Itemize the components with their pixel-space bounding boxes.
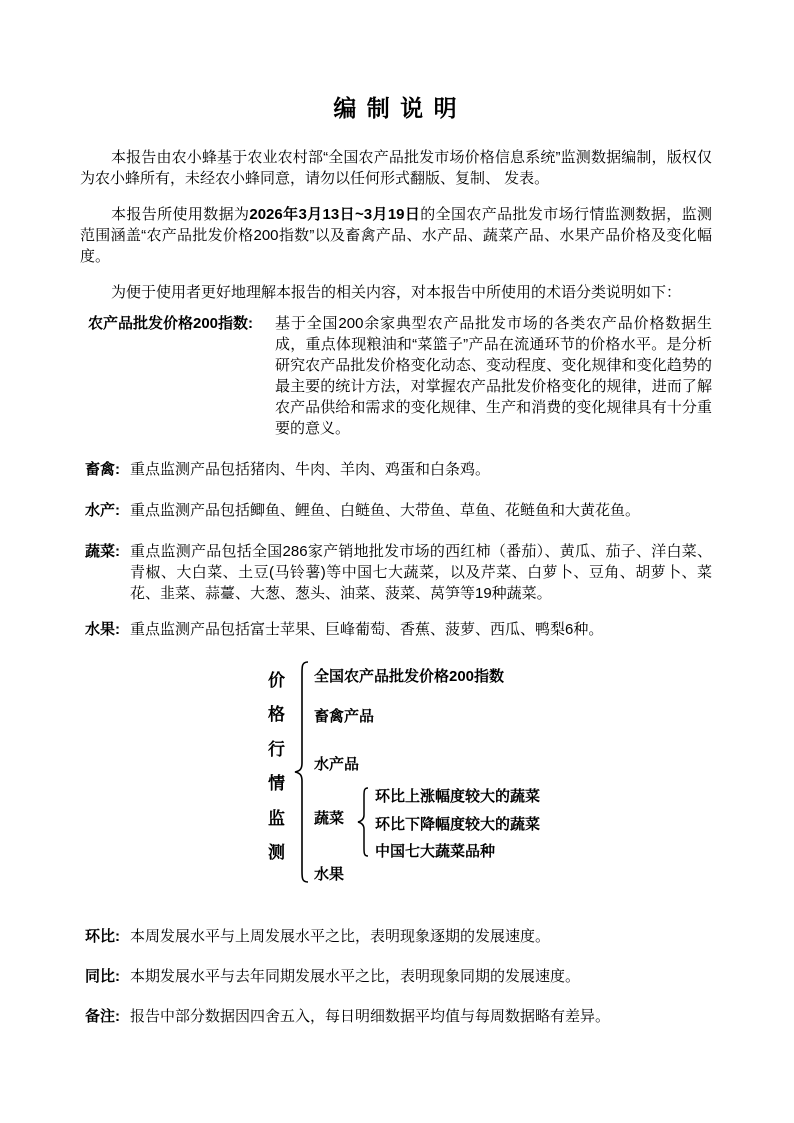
index-term-label: 农产品批发价格200指数:: [88, 315, 254, 332]
diagram-subitem-falling-vegetables: 环比下降幅度较大的蔬菜: [375, 816, 541, 833]
footnote-row-mom: [80, 926, 712, 947]
diagram-subitem-seven-vegetables: 中国七大蔬菜品种: [375, 843, 496, 860]
data-scope-suffix: 的全国农产品批发市场行情监测数据，监测范围涵盖“农产品批发价格200指数”以及畜禽产品、水产品、蔬菜产品、水果产品价格及变化幅度。: [80, 206, 712, 265]
term-definition-vegetable: 重点监测产品包括全国286家产销地批发市场的西红柿（番茄）、黄瓜、茄子、洋白菜、青椒、大白菜、土豆(马铃薯)等中国七大蔬菜，以及芹菜、白萝卜、豆角、胡萝卜、菜花、韭菜、蒜薹、大葱、葱头、油菜、菠菜、莴笋等19种蔬菜。: [130, 543, 712, 602]
term-label-livestock: 畜禽:: [85, 461, 120, 478]
diagram-item-fruit: 水果: [314, 866, 345, 883]
diagram-root-char: 行: [268, 739, 285, 759]
diagram-root-char: 测: [268, 842, 285, 862]
footnote-label-note: 备注:: [85, 1008, 120, 1025]
diagram-root-label: [268, 672, 285, 862]
small-brace-icon: [356, 786, 370, 858]
index-term-definition: 基于全国200余家典型农产品批发市场的各类农产品价格数据生成，重点体现粮油和“菜篮子”产品在流通环节的价格水平。是分析研究农产品批发价格变化动态、变动程度、变化规律和变化趋势的最主要的统计方法，对掌握农产品批发价格变化的规律，进而了解农产品供给和需求的变化规律、生产和消费的变化规律具有十分重要的意义。: [275, 315, 712, 437]
data-scope-date-range: 2026年3月13日~3月19日: [249, 206, 421, 223]
diagram-item-livestock: 畜禽产品: [314, 708, 375, 725]
term-row-vegetable: [80, 541, 712, 604]
term-definition-aquatic: 重点监测产品包括鲫鱼、鲤鱼、白鲢鱼、大带鱼、草鱼、花鲢鱼和大黄花鱼。: [130, 502, 641, 519]
big-brace-icon: [294, 660, 310, 886]
diagram-root-char: 格: [268, 705, 285, 725]
diagram-item-index: 全国农产品批发价格200指数: [314, 668, 505, 685]
term-label-fruit: 水果:: [85, 621, 120, 638]
diagram-root-char: 价: [268, 671, 285, 690]
term-row-livestock: [80, 459, 712, 480]
monitoring-scope-diagram: [268, 658, 712, 898]
term-row-fruit: [80, 619, 712, 640]
diagram-item-aquatic: 水产品: [314, 756, 360, 773]
paragraph-glossary-intro: 为便于使用者更好地理解本报告的相关内容，对本报告中所使用的术语分类说明如下：: [111, 284, 682, 301]
diagram-item-vegetable: 蔬菜: [314, 810, 345, 827]
term-row-aquatic: [80, 500, 712, 521]
term-definition-fruit: 重点监测产品包括富士苹果、巨峰葡萄、香蕉、菠萝、西瓜、鸭梨6种。: [130, 621, 604, 638]
term-label-aquatic: 水产:: [85, 502, 120, 519]
footnote-definition-yoy: 本期发展水平与去年同期发展水平之比，表明现象同期的发展速度。: [130, 968, 581, 985]
footnote-row-note: [80, 1006, 712, 1027]
term-definition-livestock: 重点监测产品包括猪肉、牛肉、羊肉、鸡蛋和白条鸡。: [130, 461, 491, 478]
footnote-row-yoy: [80, 966, 712, 987]
diagram-root-char: 监: [268, 808, 285, 828]
footnote-definition-mom: 本周发展水平与上周发展水平之比，表明现象逐期的发展速度。: [130, 928, 551, 945]
paragraph-copyright: 本报告由农小蜂基于农业农村部“全国农产品批发市场价格信息系统”监测数据编制，版权仅为农小蜂所有，未经农小蜂同意，请勿以任何形式翻版、复制、 发表。: [80, 149, 712, 187]
footnote-definition-note: 报告中部分数据因四舍五入，每日明细数据平均值与每周数据略有差异。: [130, 1008, 611, 1025]
page-title: 编 制 说 明: [333, 95, 459, 121]
index-term-row: [80, 313, 712, 439]
diagram-subitem-rising-vegetables: 环比上涨幅度较大的蔬菜: [375, 788, 541, 805]
diagram-root-char: 情: [268, 774, 285, 794]
footnote-label-yoy: 同比:: [85, 968, 120, 985]
data-scope-prefix: 本报告所使用数据为: [111, 206, 250, 223]
paragraph-data-scope: [80, 204, 712, 267]
footnote-label-mom: 环比:: [85, 928, 120, 945]
term-label-vegetable: 蔬菜:: [85, 543, 120, 560]
